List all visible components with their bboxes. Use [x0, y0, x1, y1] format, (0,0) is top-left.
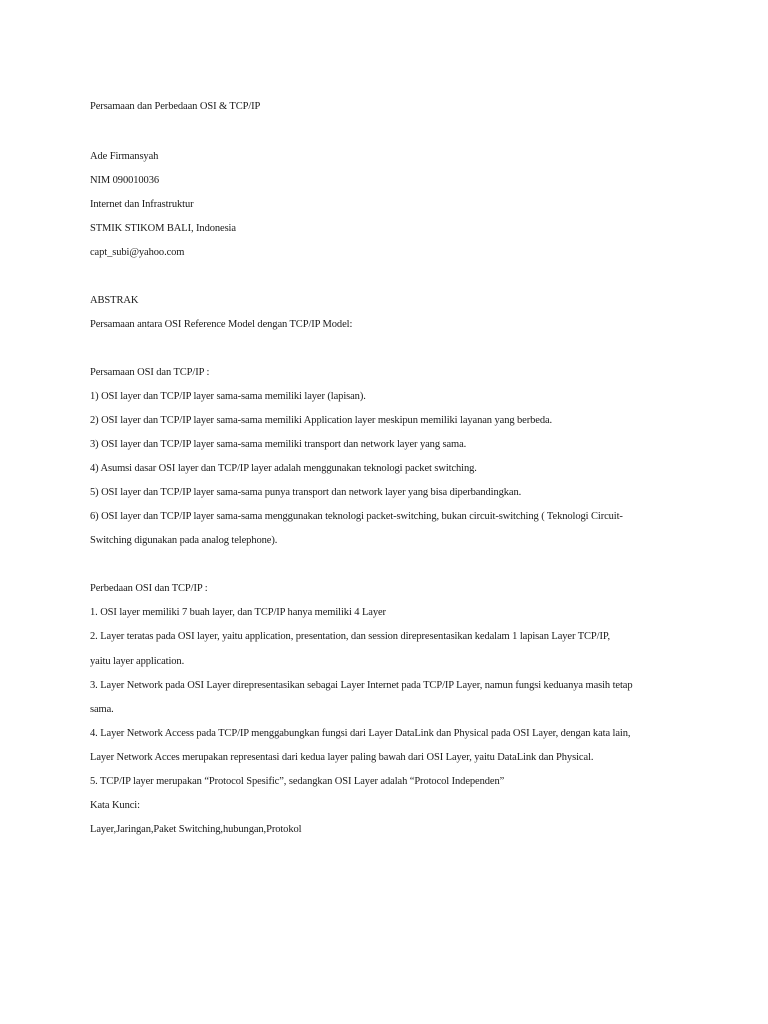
abstract-heading: ABSTRAK	[90, 295, 139, 306]
document-title: Persamaan dan Perbedaan OSI & TCP/IP	[90, 101, 261, 112]
similarity-item: 1) OSI layer dan TCP/IP layer sama-sama memiliki layer (lapisan).	[90, 391, 366, 402]
author-name: Ade Firmansyah	[90, 151, 159, 162]
similarity-item: 5) OSI layer dan TCP/IP layer sama-sama punya transport dan network layer yang bisa diperbandingkan.	[90, 487, 522, 498]
author-email: capt_subi@yahoo.com	[90, 247, 185, 258]
author-institution: STMIK STIKOM BALI, Indonesia	[90, 223, 236, 234]
difference-item: 5. TCP/IP layer merupakan “Protocol Spesific”, sedangkan OSI Layer adalah “Protocol Independen”	[90, 776, 505, 787]
similarities-heading: Persamaan OSI dan TCP/IP :	[90, 367, 210, 378]
similarity-item: 6) OSI layer dan TCP/IP layer sama-sama menggunakan teknologi packet-switching, bukan circuit-switching ( Teknologi Circuit-	[90, 511, 623, 522]
difference-item-continuation: yaitu layer application.	[90, 656, 185, 667]
difference-item: 2. Layer teratas pada OSI layer, yaitu application, presentation, dan session direpresentasikan kedalam 1 lapisan Layer TCP/IP,	[90, 631, 610, 642]
abstract-intro: Persamaan antara OSI Reference Model dengan TCP/IP Model:	[90, 319, 353, 330]
difference-item-continuation: sama.	[90, 704, 114, 715]
author-nim: NIM 090010036	[90, 175, 159, 186]
difference-item: 3. Layer Network pada OSI Layer direpresentasikan sebagai Layer Internet pada TCP/IP Layer, namun fungsi keduanya masih tetap	[90, 680, 633, 691]
similarity-item: 2) OSI layer dan TCP/IP layer sama-sama memiliki Application layer meskipun memiliki layanan yang berbeda.	[90, 415, 553, 426]
differences-heading: Perbedaan OSI dan TCP/IP :	[90, 583, 208, 594]
similarity-item: 4) Asumsi dasar OSI layer dan TCP/IP layer adalah menggunakan teknologi packet switching.	[90, 463, 477, 474]
keywords-heading: Kata Kunci:	[90, 800, 140, 811]
difference-item: 1. OSI layer memiliki 7 buah layer, dan TCP/IP hanya memiliki 4 Layer	[90, 607, 386, 618]
author-course: Internet dan Infrastruktur	[90, 199, 194, 210]
similarity-item: 3) OSI layer dan TCP/IP layer sama-sama memiliki transport dan network layer yang sama.	[90, 439, 467, 450]
similarity-item-continuation: Switching digunakan pada analog telephone).	[90, 535, 278, 546]
difference-item-continuation: Layer Network Acces merupakan representasi dari kedua layer paling bawah dari OSI Layer, yaitu DataLink dan Physical.	[90, 752, 594, 763]
keywords-list: Layer,Jaringan,Paket Switching,hubungan,Protokol	[90, 824, 302, 835]
difference-item: 4. Layer Network Access pada TCP/IP menggabungkan fungsi dari Layer DataLink dan Physical pada OSI Layer, dengan kata lain,	[90, 728, 631, 739]
